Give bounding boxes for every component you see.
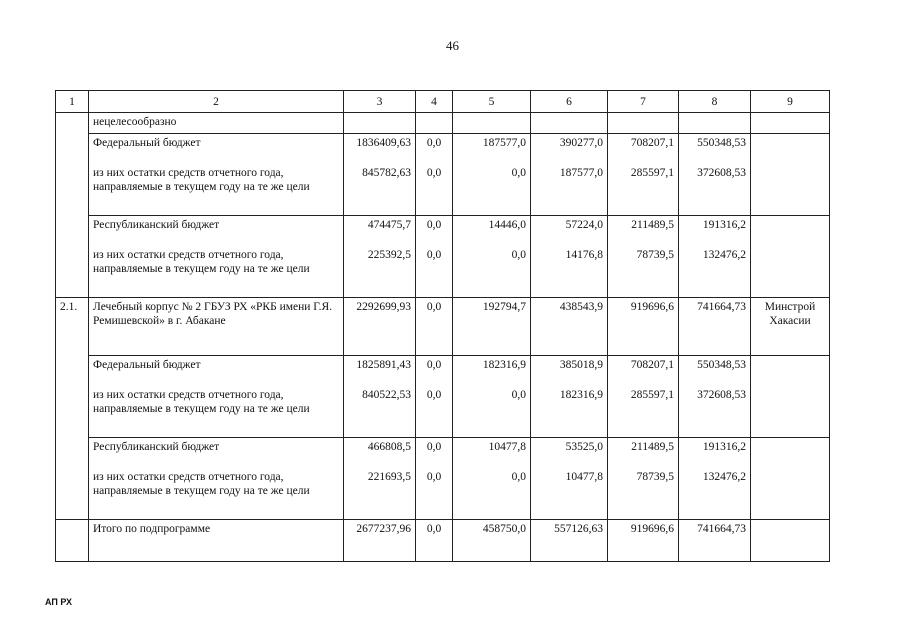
cell-value: 192794,7 [453, 298, 531, 356]
header-cell: 8 [679, 91, 751, 113]
cell-value: 2292699,93 [344, 298, 416, 356]
cell-value: 225392,5 [344, 246, 416, 298]
cell-executor [751, 520, 830, 562]
cell-value: 741664,73 [679, 298, 751, 356]
cell-value: 741664,73 [679, 520, 751, 562]
cell-value: 221693,5 [344, 468, 416, 520]
cell-value: 438543,9 [531, 298, 608, 356]
cell-value: 557126,63 [531, 520, 608, 562]
cell-value: 466808,5 [344, 438, 416, 468]
cell-value: 10477,8 [531, 468, 608, 520]
cell-value: 919696,6 [608, 520, 679, 562]
table-row [56, 356, 830, 386]
cell-value: 53525,0 [531, 438, 608, 468]
header-cell: 5 [453, 91, 531, 113]
cell-value: 211489,5 [608, 216, 679, 246]
header-cell: 9 [751, 91, 830, 113]
cell-value: 0,0 [416, 164, 453, 216]
cell-value: 845782,63 [344, 164, 416, 216]
cell-value: 132476,2 [679, 468, 751, 520]
cell-value: 0,0 [453, 386, 531, 438]
budget-table [55, 90, 830, 562]
cell-value: 0,0 [416, 520, 453, 562]
cell-value: 78739,5 [608, 468, 679, 520]
cell-num [56, 520, 89, 562]
cell-name: из них остатки средств отчетного года, направляемые в текущем году на те же цели [89, 468, 344, 520]
cell-value: 285597,1 [608, 164, 679, 216]
cell-value: 187577,0 [453, 134, 531, 164]
cell-executor: Минстрой Хакасии [751, 298, 830, 356]
header-cell: 6 [531, 91, 608, 113]
cell-value: 0,0 [416, 216, 453, 246]
cell-name: нецелесообразно [89, 113, 344, 134]
cell-value: 211489,5 [608, 438, 679, 468]
cell-value [608, 113, 679, 134]
table-row [56, 216, 830, 246]
cell-value: 182316,9 [453, 356, 531, 386]
cell-executor [751, 438, 830, 520]
cell-value: 78739,5 [608, 246, 679, 298]
cell-value: 0,0 [416, 134, 453, 164]
header-cell: 7 [608, 91, 679, 113]
cell-value: 708207,1 [608, 356, 679, 386]
cell-num [56, 113, 89, 298]
cell-value: 919696,6 [608, 298, 679, 356]
cell-value: 0,0 [416, 298, 453, 356]
cell-value: 0,0 [416, 438, 453, 468]
cell-value: 550348,53 [679, 134, 751, 164]
cell-value: 182316,9 [531, 386, 608, 438]
cell-value: 285597,1 [608, 386, 679, 438]
cell-executor [751, 356, 830, 438]
cell-value [453, 113, 531, 134]
cell-name: Федеральный бюджет [89, 134, 344, 164]
header-row [56, 91, 830, 113]
cell-num: 2.1. [56, 298, 89, 520]
header-cell: 3 [344, 91, 416, 113]
cell-name: из них остатки средств отчетного года, направляемые в текущем году на те же цели [89, 386, 344, 438]
cell-value: 14446,0 [453, 216, 531, 246]
cell-value [344, 113, 416, 134]
cell-value: 0,0 [453, 246, 531, 298]
footer-mark: АП РХ [45, 597, 73, 607]
cell-value: 191316,2 [679, 216, 751, 246]
cell-name: Итого по подпрограмме [89, 520, 344, 562]
cell-value: 372608,53 [679, 164, 751, 216]
cell-value: 2677237,96 [344, 520, 416, 562]
cell-value: 191316,2 [679, 438, 751, 468]
cell-value: 1836409,63 [344, 134, 416, 164]
cell-value: 840522,53 [344, 386, 416, 438]
cell-value: 0,0 [453, 468, 531, 520]
table-row-total [56, 520, 830, 562]
cell-value: 1825891,43 [344, 356, 416, 386]
table-row [56, 134, 830, 164]
cell-value: 0,0 [416, 468, 453, 520]
cell-value: 132476,2 [679, 246, 751, 298]
cell-value: 550348,53 [679, 356, 751, 386]
cell-name: из них остатки средств отчетного года, направляемые в текущем году на те же цели [89, 164, 344, 216]
cell-executor [751, 134, 830, 216]
cell-value: 385018,9 [531, 356, 608, 386]
cell-value: 390277,0 [531, 134, 608, 164]
cell-name: из них остатки средств отчетного года, направляемые в текущем году на те же цели [89, 246, 344, 298]
table-row [56, 386, 830, 438]
header-cell: 4 [416, 91, 453, 113]
cell-value: 474475,7 [344, 216, 416, 246]
cell-value [679, 113, 751, 134]
header-cell: 1 [56, 91, 89, 113]
cell-name: Республиканский бюджет [89, 216, 344, 246]
cell-name: Лечебный корпус № 2 ГБУЗ РХ «РКБ имени Г.Я. Ремишевской» в г. Абакане [89, 298, 344, 356]
cell-value: 708207,1 [608, 134, 679, 164]
cell-executor [751, 113, 830, 134]
table-row [56, 164, 830, 216]
cell-value: 458750,0 [453, 520, 531, 562]
cell-executor [751, 216, 830, 298]
cell-value: 0,0 [416, 356, 453, 386]
cell-name: Республиканский бюджет [89, 438, 344, 468]
cell-value: 10477,8 [453, 438, 531, 468]
cell-value: 14176,8 [531, 246, 608, 298]
page-number: 46 [446, 38, 459, 53]
cell-value: 0,0 [416, 386, 453, 438]
cell-value [531, 113, 608, 134]
header-cell: 2 [89, 91, 344, 113]
table-row [56, 246, 830, 298]
cell-value: 0,0 [453, 164, 531, 216]
cell-value: 187577,0 [531, 164, 608, 216]
cell-value: 57224,0 [531, 216, 608, 246]
cell-value: 372608,53 [679, 386, 751, 438]
cell-value [416, 113, 453, 134]
cell-value: 0,0 [416, 246, 453, 298]
table-row [56, 298, 830, 356]
cell-name: Федеральный бюджет [89, 356, 344, 386]
table-row [56, 438, 830, 468]
table-row [56, 113, 830, 134]
table-row [56, 468, 830, 520]
